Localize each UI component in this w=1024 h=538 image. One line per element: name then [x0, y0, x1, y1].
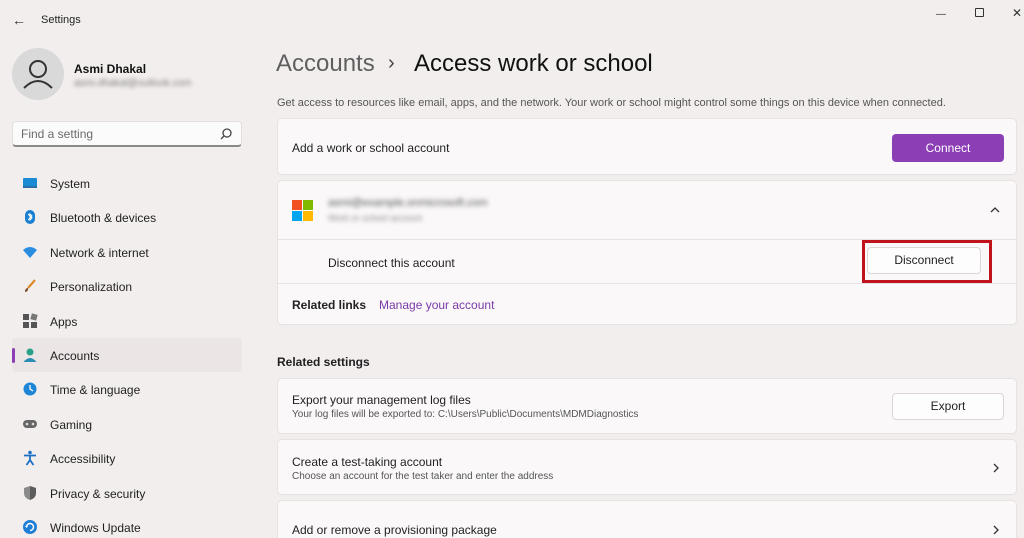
related-links-label: Related links	[292, 298, 367, 312]
test-taking-subtitle: Choose an account for the test taker and enter the address	[292, 471, 554, 482]
maximize-icon	[975, 8, 984, 17]
search-input[interactable]	[21, 126, 211, 142]
update-icon	[22, 519, 38, 535]
gamepad-icon	[22, 416, 38, 432]
person-icon	[12, 48, 64, 100]
sidebar-item-label: Privacy & security	[50, 486, 146, 501]
user-name: Asmi Dhakal	[74, 62, 147, 76]
bluetooth-icon	[22, 209, 38, 225]
test-taking-title: Create a test-taking account	[292, 455, 443, 469]
sidebar-item-accounts[interactable]	[12, 338, 242, 372]
chevron-right-icon	[990, 461, 1002, 475]
sidebar-item-label: Gaming	[50, 417, 93, 432]
app-title: Settings	[41, 14, 81, 26]
title-bar	[0, 0, 1024, 40]
connect-button[interactable]: Connect	[892, 134, 1004, 162]
brush-icon	[22, 278, 38, 294]
sidebar-item-label: Accessibility	[50, 452, 116, 467]
minimize-button[interactable]	[930, 6, 952, 20]
sidebar-item-system[interactable]	[12, 166, 242, 200]
test-taking-card[interactable]	[277, 439, 1017, 495]
sidebar-item-label: Accounts	[50, 348, 100, 363]
person-icon	[22, 347, 38, 363]
sidebar-item-network[interactable]	[12, 235, 242, 269]
back-button[interactable]	[10, 12, 28, 28]
page-description: Get access to resources like email, apps, and the network. Your work or school might control some things on this device when connected.	[277, 97, 946, 109]
related-settings-heading: Related settings	[277, 355, 370, 369]
page-title: Access work or school	[414, 50, 653, 77]
sidebar-item-label: Windows Update	[50, 520, 141, 535]
sidebar-item-label: System	[50, 177, 91, 191]
breadcrumb-parent[interactable]: Accounts	[276, 50, 375, 77]
sidebar-item-label: Personalization	[50, 280, 133, 295]
provisioning-title: Add or remove a provisioning package	[292, 523, 497, 537]
sidebar-item-personalization[interactable]	[12, 269, 242, 303]
apps-icon	[22, 313, 38, 329]
back-arrow-icon: ←	[12, 12, 26, 28]
highlight-box	[862, 240, 992, 283]
disconnect-label: Disconnect this account	[328, 256, 455, 270]
microsoft-logo-icon	[292, 200, 313, 221]
clock-globe-icon	[22, 381, 38, 397]
sidebar-item-bluetooth[interactable]	[12, 200, 242, 234]
add-account-card	[277, 118, 1017, 175]
accessibility-icon	[22, 450, 38, 466]
sidebar-item-windows-update[interactable]	[12, 510, 242, 538]
export-button[interactable]: Export	[892, 393, 1004, 420]
user-email: asmi.dhakal@outlook.com	[74, 78, 192, 89]
disconnect-button[interactable]: Disconnect	[867, 247, 981, 274]
add-account-label: Add a work or school account	[292, 141, 450, 155]
account-type: Work or school account	[328, 213, 422, 223]
sidebar-item-label: Time & language	[50, 383, 141, 398]
system-icon	[22, 175, 38, 191]
account-email: asmi@example.onmicrosoft.com	[328, 197, 488, 209]
maximize-button[interactable]	[968, 6, 990, 20]
sidebar-item-time-language[interactable]	[12, 372, 242, 406]
account-card	[277, 180, 1017, 325]
export-logs-card	[277, 378, 1017, 434]
close-button[interactable]	[1006, 6, 1024, 20]
search-box[interactable]	[12, 121, 242, 147]
sidebar-item-label: Bluetooth & devices	[50, 211, 157, 226]
active-indicator	[12, 348, 15, 363]
sidebar-item-label: Apps	[50, 314, 78, 329]
shield-icon	[22, 485, 38, 501]
sidebar-item-accessibility[interactable]	[12, 441, 242, 475]
minimize-icon: —	[936, 9, 946, 20]
provisioning-card[interactable]	[277, 500, 1017, 538]
sidebar-item-label: Network & internet	[50, 245, 149, 260]
sidebar-nav	[12, 166, 242, 538]
avatar[interactable]	[12, 48, 64, 100]
sidebar-item-apps[interactable]	[12, 304, 242, 338]
manage-account-link[interactable]: Manage your account	[379, 298, 495, 312]
search-icon[interactable]	[219, 127, 233, 141]
wifi-icon	[22, 244, 38, 260]
chevron-up-icon[interactable]	[988, 203, 1002, 217]
divider	[278, 283, 1016, 284]
breadcrumb-separator: ›	[388, 52, 395, 74]
export-logs-subtitle: Your log files will be exported to: C:\Users\Public\Documents\MDMDiagnostics	[292, 409, 639, 420]
export-logs-title: Export your management log files	[292, 393, 471, 407]
close-icon: ✕	[1011, 6, 1023, 20]
sidebar-item-gaming[interactable]	[12, 407, 242, 441]
chevron-right-icon	[990, 523, 1002, 537]
sidebar-item-privacy[interactable]	[12, 476, 242, 510]
